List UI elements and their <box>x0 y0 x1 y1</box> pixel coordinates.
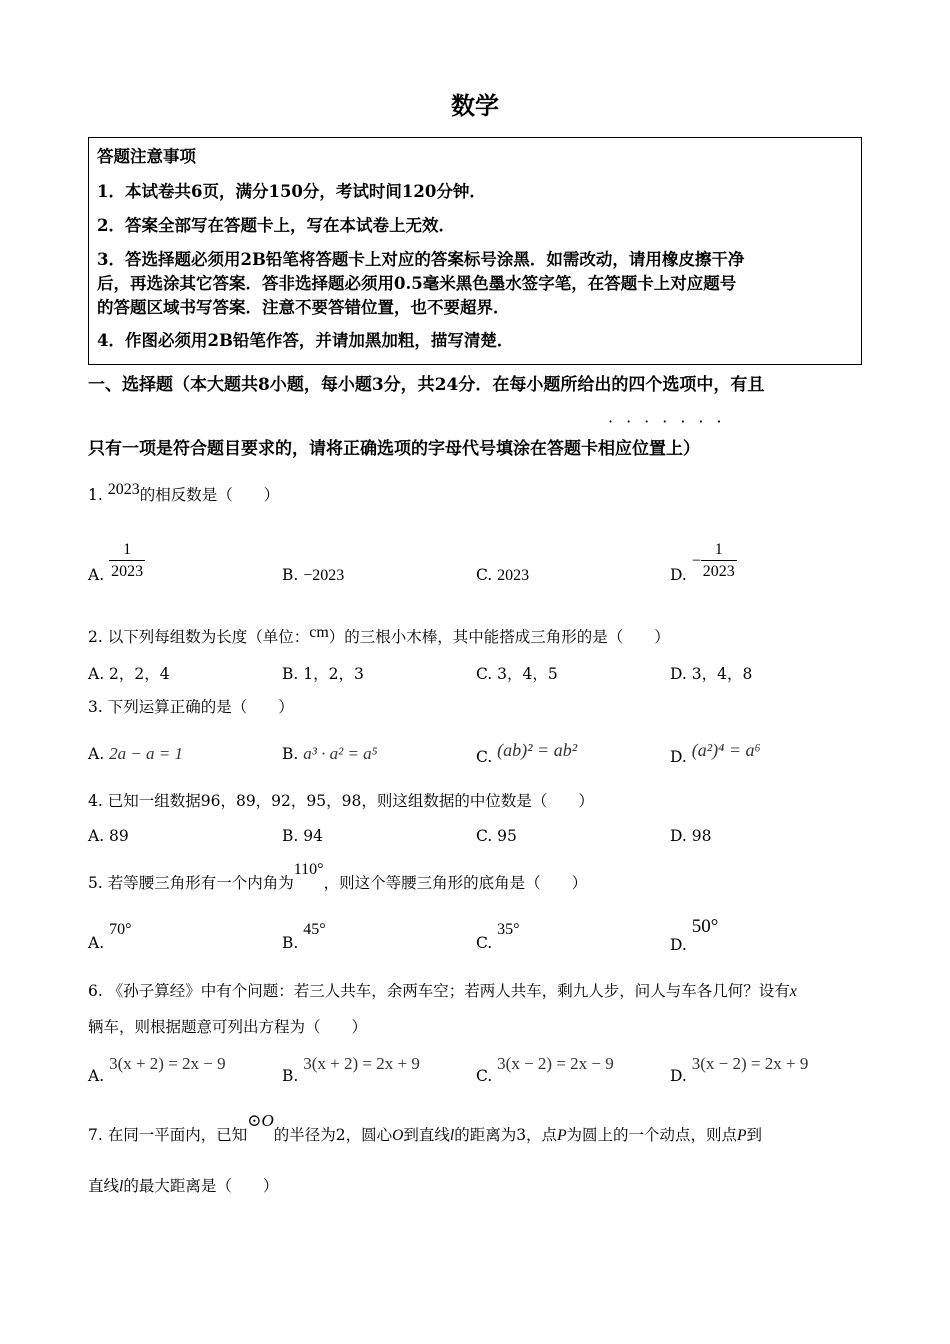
question-number: 3. <box>88 698 103 716</box>
question-1 <box>88 481 280 507</box>
q3-option-d[interactable] <box>670 740 761 766</box>
question-6-line-1 <box>88 980 797 1003</box>
question-3 <box>88 696 294 718</box>
q2-option-b[interactable]: B. 1，2，3 <box>282 665 364 683</box>
math-expression: 3(x − 2) = 2x − 9 <box>497 1054 614 1073</box>
q2-option-a[interactable]: A. 2，2，4 <box>88 665 170 683</box>
q4-option-c[interactable]: C. 95 <box>476 827 517 845</box>
question-6-line-2: 辆车，则根据题意可列出方程为（ ） <box>88 1018 368 1036</box>
variable: P <box>557 1127 567 1144</box>
math-expression: 2023 <box>497 567 530 584</box>
notice-item-3-line-1: 3．答选择题必须用2B铅笔将答题卡上对应的答案标号涂黑．如需改动，请用橡皮擦干净 <box>97 250 745 269</box>
math-expression: 70° <box>109 921 132 938</box>
question-number: 1. <box>88 486 103 504</box>
question-text: 直线 <box>88 1177 120 1195</box>
q4-option-b[interactable]: B. 94 <box>282 827 323 845</box>
variable: O <box>392 1127 404 1144</box>
page-title: 数学 <box>451 91 499 120</box>
question-text: 下列运算正确的是（ ） <box>107 698 294 716</box>
question-text: 以下列每组数为长度（单位： <box>107 628 310 646</box>
notice-item-3-line-3: 的答题区域书写答案．注意不要答错位置，也不要超界． <box>97 298 510 317</box>
q1-option-a[interactable] <box>88 540 145 583</box>
option-label: B. <box>282 1067 299 1085</box>
math-expression: 35° <box>497 921 520 938</box>
section-heading-line-2: 只有一项是符合题目要求的，请将正确选项的字母代号填涂在答题卡相应位置上） <box>88 439 700 459</box>
question-number: 7. <box>88 1126 103 1144</box>
option-label: A. <box>88 565 105 584</box>
q1-option-d[interactable] <box>670 540 737 583</box>
question-number: 6. <box>88 982 103 1000</box>
angle: 110° <box>293 861 324 878</box>
question-number: 4. <box>88 792 103 810</box>
option-label: D. <box>670 748 687 766</box>
math-expression: 45° <box>303 921 326 938</box>
notice-item-3-line-2: 后，再选涂其它答案．答非选择题必须用0.5毫米黑色墨水签字笔，在答题卡上对应题号 <box>97 274 737 293</box>
q4-option-d[interactable]: D. 98 <box>670 827 712 845</box>
notice-item-4: 4．作图必须用2B铅笔作答，并请加黑加粗，描写清楚． <box>97 331 514 350</box>
question-4 <box>88 790 594 812</box>
math-expression: −2023 <box>303 567 345 584</box>
option-label: C. <box>476 1067 493 1085</box>
q3-option-b[interactable] <box>282 744 378 764</box>
option-label: C. <box>476 748 493 766</box>
question-5 <box>88 861 588 895</box>
question-7-line-1 <box>88 1111 763 1147</box>
question-number: 2. <box>88 628 103 646</box>
q2-option-d[interactable]: D. 3，4，8 <box>670 665 753 683</box>
denominator: 2023 <box>701 560 737 583</box>
variable: l <box>119 1178 124 1195</box>
math-expression: 3(x − 2) = 2x + 9 <box>691 1054 809 1073</box>
question-2 <box>88 626 670 649</box>
q5-option-b[interactable] <box>282 920 326 952</box>
fraction <box>109 540 145 583</box>
variable: x <box>789 983 797 1000</box>
option-label: D. <box>670 565 687 584</box>
section-heading-line-1: 一、选择题（本大题共8小题，每小题3分，共24分．在每小题所给出的四个选项中，有且 <box>88 375 765 395</box>
q1-option-b[interactable] <box>282 566 344 585</box>
option-label: C. <box>476 934 493 952</box>
question-text: 到直线 <box>403 1126 450 1144</box>
q6-option-b[interactable] <box>282 1054 420 1085</box>
notice-item-1: 1．本试卷共6页，满分150分，考试时间120分钟． <box>97 182 486 201</box>
question-text: ，则这个等腰三角形的底角是（ ） <box>323 874 588 892</box>
option-label: A. <box>88 745 105 763</box>
math-expression: (a²)⁴ = a⁶ <box>691 740 761 760</box>
question-text: 到 <box>746 1126 763 1144</box>
option-label: D. <box>670 936 687 954</box>
option-label: B. <box>282 934 299 952</box>
option-label: D. <box>670 1067 687 1085</box>
q2-option-c[interactable]: C. 3，4，5 <box>476 665 558 683</box>
notice-heading: 答题注意事项 <box>97 147 196 166</box>
denominator: 2023 <box>109 560 145 583</box>
option-label: B. <box>282 566 299 584</box>
math-expression: 3(x + 2) = 2x + 9 <box>303 1054 420 1073</box>
option-label: A. <box>88 1067 105 1085</box>
question-text: 《孙子算经》中有个问题：若三人共车，余两车空；若两人共车，剩九人步，问人与车各几何？设有 <box>107 982 790 1000</box>
q5-option-a[interactable] <box>88 920 132 952</box>
question-text: 已知一组数据96，89，92，95，98，则这组数据的中位数是（ ） <box>107 792 594 810</box>
numerator: 1 <box>714 541 723 558</box>
unit: cm <box>309 624 329 641</box>
math-expression: 50° <box>691 916 719 937</box>
q6-option-c[interactable] <box>476 1054 614 1085</box>
variable: P <box>737 1127 747 1144</box>
question-text: 若等腰三角形有一个内角为 <box>107 874 294 892</box>
variable: l <box>449 1127 455 1144</box>
q5-option-d[interactable] <box>670 916 719 954</box>
q5-option-c[interactable] <box>476 920 520 952</box>
notice-item-2: 2．答案全部写在答题卡上，写在本试卷上无效． <box>97 216 455 235</box>
fraction <box>701 540 737 583</box>
q3-option-a[interactable] <box>88 744 183 764</box>
question-number: 5. <box>88 874 103 892</box>
q3-option-c[interactable] <box>476 740 578 766</box>
q6-option-a[interactable] <box>88 1054 226 1085</box>
circle-symbol: ⊙O <box>247 1111 274 1130</box>
math-expression: a³ · a² = a⁵ <box>303 744 378 763</box>
option-label: A. <box>88 934 105 952</box>
minus-sign: − <box>691 552 701 570</box>
option-label: C. <box>476 566 493 584</box>
question-7-line-2 <box>88 1175 278 1198</box>
q1-option-c[interactable] <box>476 566 529 585</box>
question-text: 的最大距离是（ ） <box>123 1177 279 1195</box>
question-text: 在同一平面内，已知 <box>107 1126 248 1144</box>
option-label: B. <box>282 745 299 763</box>
question-text: 为圆上的一个动点，则点 <box>566 1126 738 1144</box>
question-text: 的相反数是（ ） <box>139 486 280 504</box>
math-expression: 2023 <box>107 481 140 498</box>
q4-option-a[interactable]: A. 89 <box>88 827 129 845</box>
question-text: 的半径为2，圆心 <box>273 1126 393 1144</box>
numerator: 1 <box>123 541 132 558</box>
emphasis-dots: ······· <box>608 412 735 431</box>
q6-option-d[interactable] <box>670 1054 809 1085</box>
math-expression: 2a − a = 1 <box>109 744 184 763</box>
question-text: 的距离为3，点 <box>454 1126 558 1144</box>
math-expression: (ab)² = ab² <box>497 740 578 760</box>
question-text: ）的三根小木棒，其中能搭成三角形的是（ ） <box>328 628 670 646</box>
math-expression: 3(x + 2) = 2x − 9 <box>109 1054 226 1073</box>
